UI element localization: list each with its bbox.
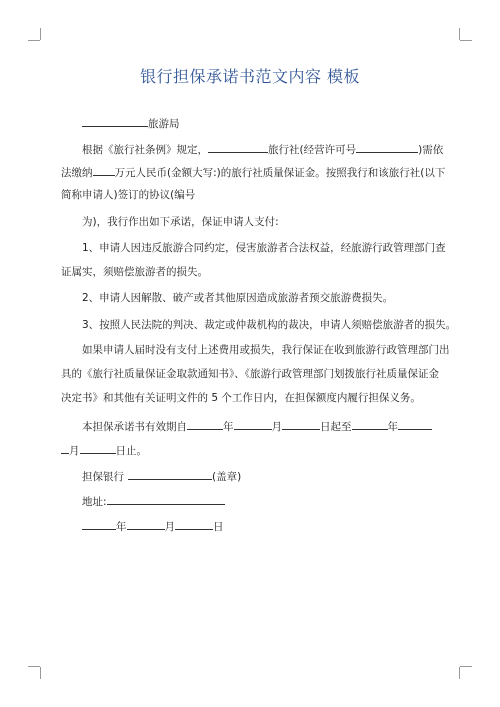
- end-month-blank[interactable]: [61, 442, 69, 454]
- crop-mark-bottom-left-v: [40, 667, 41, 679]
- agency-name-blank[interactable]: [208, 141, 268, 153]
- end-month-lead-blank[interactable]: [398, 418, 432, 430]
- validity-end-year-label: 年: [387, 421, 398, 433]
- crop-mark-top-right-h: [460, 40, 472, 41]
- item-1-line-1: 1、申请人因违反旅游合同约定，侵害旅游者合法权益，经旅游行政管理部门查: [82, 242, 446, 254]
- item-2: 2、申请人因解散、破产或者其他原因造成旅游者预交旅游费损失。: [82, 292, 394, 304]
- start-month-blank[interactable]: [234, 418, 272, 430]
- bank-line: [82, 468, 241, 484]
- seal-label: (盖章): [212, 471, 242, 483]
- item-1-line-2: 证属实，须赔偿旅游者的损失。: [61, 266, 208, 278]
- page-title: 银行担保承诺书范文内容 模板: [139, 67, 361, 86]
- intro-text-1b: 旅行社(经营许可号: [268, 144, 357, 156]
- sign-day-label: 日: [213, 521, 224, 533]
- addressee-blank[interactable]: [82, 115, 148, 127]
- intro-line-1: [82, 141, 443, 157]
- date-line: [82, 518, 224, 534]
- license-number-blank[interactable]: [356, 141, 418, 153]
- addressee-suffix: 旅游局: [148, 118, 180, 130]
- intro-line-3: [61, 188, 195, 202]
- crop-mark-bottom-left-h: [28, 666, 40, 667]
- validity-end-label: 日止。: [115, 445, 147, 457]
- intro-text-1a: 根据《旅行社条例》规定，: [82, 144, 208, 156]
- addressee-line: [82, 115, 180, 131]
- intro-text-2b: 万元人民币(金额大写:)的旅行社质量保证金。按照我行和该旅行社(以下: [114, 167, 446, 179]
- amount-blank[interactable]: [93, 164, 115, 176]
- commit-line-3: 决定书》和其他有关证明文件的 5 个工作日内，在担保额度内履行担保义务。: [61, 392, 421, 404]
- validity-from-label: 日起至: [320, 421, 352, 433]
- intro-text-1c: )需依: [418, 144, 444, 156]
- validity-end-month-label: 月: [69, 445, 80, 457]
- intro-line-4: [82, 215, 279, 229]
- intro-text-3: 简称申请人)签订的协议(编号: [61, 189, 196, 201]
- address-label: 地址:: [82, 496, 107, 508]
- bank-name-blank[interactable]: [128, 468, 212, 480]
- crop-mark-bottom-right-v: [459, 667, 460, 679]
- validity-prefix: 本担保承诺书有效期自: [82, 421, 187, 433]
- crop-mark-top-right-v: [459, 28, 460, 40]
- sign-year-label: 年: [116, 521, 127, 533]
- address-line: [82, 493, 225, 509]
- item-3: 3、按照人民法院的判决、裁定或仲裁机构的裁决，申请人须赔偿旅游者的损失。: [82, 319, 457, 331]
- end-year-blank[interactable]: [352, 418, 388, 430]
- sign-month-blank[interactable]: [127, 518, 165, 530]
- intro-text-2a: 法缴纳: [61, 167, 93, 179]
- commit-line-1: 如果申请人届时没有支付上述费用或损失，我行保证在收到旅游行政管理部门出: [82, 344, 450, 356]
- validity-line-1: [82, 418, 432, 434]
- commit-line-2: 具的《旅行社质量保证金取款通知书》、《旅游行政管理部门划拨旅行社质量保证金: [61, 368, 439, 380]
- sign-month-label: 月: [164, 521, 175, 533]
- validity-line-2: [61, 442, 147, 458]
- validity-month-label: 月: [271, 421, 282, 433]
- start-year-blank[interactable]: [187, 418, 223, 430]
- sign-year-blank[interactable]: [82, 518, 116, 530]
- start-day-blank[interactable]: [282, 418, 320, 430]
- sign-day-blank[interactable]: [175, 518, 213, 530]
- bank-label: 担保银行: [82, 471, 124, 483]
- crop-mark-bottom-right-h: [460, 666, 472, 667]
- end-day-blank[interactable]: [80, 442, 116, 454]
- crop-mark-top-left-v: [40, 28, 41, 40]
- intro-text-4: 为)，我行作出如下承诺，保证申请人支付:: [82, 216, 279, 228]
- validity-year-label: 年: [223, 421, 234, 433]
- address-blank[interactable]: [107, 493, 225, 505]
- intro-line-2: [61, 164, 445, 180]
- crop-mark-top-left-h: [28, 40, 40, 41]
